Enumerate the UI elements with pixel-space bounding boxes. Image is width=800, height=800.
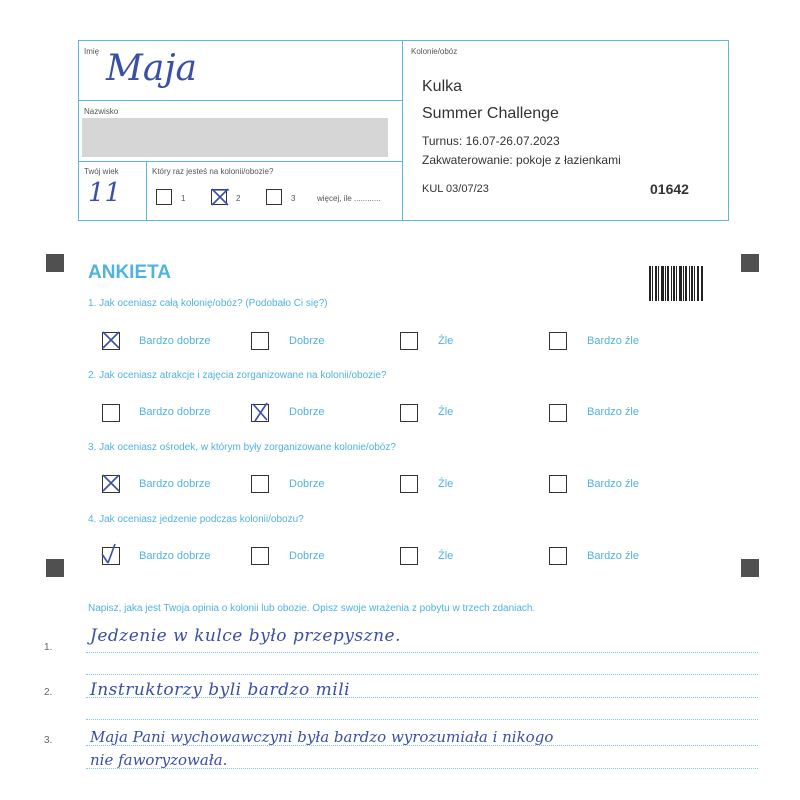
answer-1-text[interactable]: Jedzenie w kulce było przepyszne. xyxy=(90,626,401,646)
q1-option-bardzo-zle-label: Bardzo źle xyxy=(587,335,639,347)
q1-option-dobrze-label: Dobrze xyxy=(289,335,325,347)
answer-line-2b xyxy=(86,719,758,720)
times-checkbox-2[interactable] xyxy=(211,189,227,205)
corner-mark-bottom-left xyxy=(46,559,64,577)
times-label: Który raz jesteś na kolonii/obozie? xyxy=(152,167,274,176)
q1-option-dobrze-checkbox[interactable] xyxy=(251,332,269,350)
turnus-text: Turnus: 16.07-26.07.2023 xyxy=(422,134,560,148)
header-divider-3 xyxy=(146,161,147,221)
q1-option-bardzo-zle-checkbox[interactable] xyxy=(549,332,567,350)
corner-mark-bottom-right xyxy=(741,559,759,577)
answer-3-text-continued[interactable]: nie faworyzowała. xyxy=(90,751,228,769)
times-checkbox-1[interactable] xyxy=(156,189,172,205)
q4-option-zle-label: Źle xyxy=(438,550,454,562)
q3-option-bardzo-zle-label: Bardzo źle xyxy=(587,478,639,490)
first-name-label: Imię xyxy=(84,47,100,56)
q3-option-zle-label: Źle xyxy=(438,478,454,490)
opinion-prompt: Napisz, jaka jest Twoja opinia o kolonii lub obozie. Opisz swoje wrażenia z pobytu w trzech zdaniach. xyxy=(88,603,536,614)
q2-option-dobrze-label: Dobrze xyxy=(289,406,325,418)
q2-option-bardzo-zle-checkbox[interactable] xyxy=(549,404,567,422)
q1-option-bardzo-dobrze-checkbox[interactable] xyxy=(102,332,120,350)
answer-3-text[interactable]: Maja Pani wychowawczyni była bardzo wyrozumiała i nikogo xyxy=(90,728,554,746)
q4-option-bardzo-zle-label: Bardzo źle xyxy=(587,550,639,562)
answer-line-1b xyxy=(86,674,758,675)
q3-option-bardzo-dobrze-checkbox[interactable] xyxy=(102,475,120,493)
accommodation-text: Zakwaterowanie: pokoje z łazienkami xyxy=(422,153,621,167)
q2-option-zle-label: Źle xyxy=(438,406,454,418)
q1-option-zle-checkbox[interactable] xyxy=(400,332,418,350)
q4-option-dobrze-label: Dobrze xyxy=(289,550,325,562)
times-more-label: więcej, ile ............ xyxy=(317,194,381,203)
q1-option-bardzo-dobrze-label: Bardzo dobrze xyxy=(139,335,211,347)
age-value[interactable]: 11 xyxy=(88,178,122,208)
q2-option-zle-checkbox[interactable] xyxy=(400,404,418,422)
corner-mark-top-right xyxy=(741,254,759,272)
corner-mark-top-left xyxy=(46,254,64,272)
q2-option-bardzo-zle-label: Bardzo źle xyxy=(587,406,639,418)
question-2-text: 2. Jak oceniasz atrakcje i zajęcia zorganizowane na kolonii/obozie? xyxy=(88,370,387,381)
q3-option-dobrze-checkbox[interactable] xyxy=(251,475,269,493)
q2-option-bardzo-dobrze-checkbox[interactable] xyxy=(102,404,120,422)
age-label: Twój wiek xyxy=(84,167,119,176)
answer-number-3: 3. xyxy=(44,735,53,746)
times-option-3: 3 xyxy=(291,194,296,203)
q4-option-bardzo-dobrze-checkbox[interactable] xyxy=(102,547,120,565)
survey-title: ANKIETA xyxy=(88,262,172,283)
answer-number-2: 2. xyxy=(44,687,53,698)
question-4-text: 4. Jak oceniasz jedzenie podczas kolonii/obozu? xyxy=(88,514,304,525)
camp-program: Summer Challenge xyxy=(422,105,559,122)
camp-name: Kulka xyxy=(422,78,463,95)
question-3-text: 3. Jak oceniasz ośrodek, w którym były zorganizowane kolonie/obóz? xyxy=(88,442,396,453)
check-x-icon xyxy=(209,186,231,208)
header-divider-vertical xyxy=(402,40,403,221)
q2-option-bardzo-dobrze-label: Bardzo dobrze xyxy=(139,406,211,418)
q4-option-bardzo-zle-checkbox[interactable] xyxy=(549,547,567,565)
answer-line-1 xyxy=(86,652,758,653)
camp-label: Kolonie/obóz xyxy=(411,47,458,56)
check-x-icon xyxy=(100,472,122,494)
check-x-icon xyxy=(249,401,271,423)
surname-label: Nazwisko xyxy=(84,107,119,116)
q3-option-bardzo-dobrze-label: Bardzo dobrze xyxy=(139,478,211,490)
q2-option-dobrze-checkbox[interactable] xyxy=(251,404,269,422)
q3-option-zle-checkbox[interactable] xyxy=(400,475,418,493)
form-number: 01642 xyxy=(650,181,689,197)
first-name-value[interactable]: Maja xyxy=(106,48,197,89)
surname-redacted-field[interactable] xyxy=(82,118,388,157)
barcode-icon xyxy=(649,266,703,301)
question-1-text: 1. Jak oceniasz całą kolonię/obóz? (Podobało Ci się?) xyxy=(88,298,328,309)
q3-option-bardzo-zle-checkbox[interactable] xyxy=(549,475,567,493)
q4-option-dobrze-checkbox[interactable] xyxy=(251,547,269,565)
check-mark-icon xyxy=(100,544,122,566)
times-checkbox-3[interactable] xyxy=(266,189,282,205)
answer-2-text[interactable]: Instruktorzy byli bardzo mili xyxy=(90,680,351,700)
times-option-1: 1 xyxy=(181,194,186,203)
header-divider-1 xyxy=(78,100,403,101)
q4-option-bardzo-dobrze-label: Bardzo dobrze xyxy=(139,550,211,562)
camp-code: KUL 03/07/23 xyxy=(422,183,489,195)
check-x-icon xyxy=(100,329,122,351)
header-divider-2 xyxy=(78,161,403,162)
q3-option-dobrze-label: Dobrze xyxy=(289,478,325,490)
times-option-2: 2 xyxy=(236,194,241,203)
answer-number-1: 1. xyxy=(44,642,53,653)
q4-option-zle-checkbox[interactable] xyxy=(400,547,418,565)
q1-option-zle-label: Źle xyxy=(438,335,454,347)
